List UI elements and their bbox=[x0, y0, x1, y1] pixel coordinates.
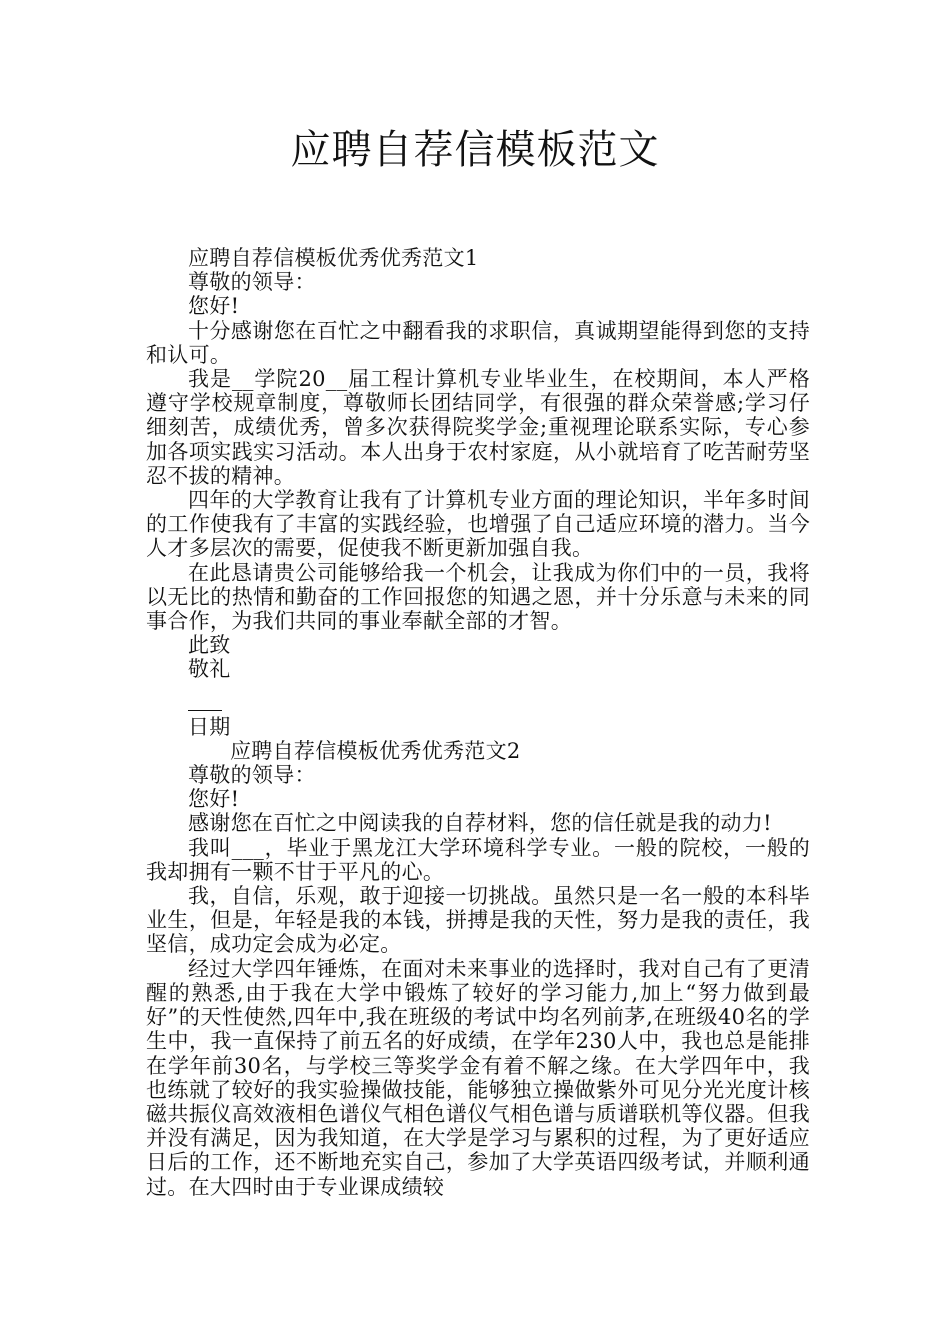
letter2-paragraph-2: 我叫___，毕业于黑龙江大学环境科学专业。一般的院校，一般的我却拥有一颗不甘于平凡的心。 bbox=[146, 835, 810, 884]
letter2-paragraph-3: 我，自信，乐观，敢于迎接一切挑战。虽然只是一名一般的本科毕业生，但是，年轻是我的本钱，拼搏是我的天性，努力是我的责任，我坚信，成功定会成为必定。 bbox=[146, 884, 810, 957]
document-title: 应聘自荐信模板范文 bbox=[290, 127, 660, 173]
letter1-paragraph-2: 我是__学院20__届工程计算机专业毕业生，在校期间，本人严格遵守学校规章制度，尊敬师长团结同学，有很强的群众荣誉感;学习仔细刻苦，成绩优秀，曾多次获得院奖学金;重视理论联系实际，专心参加各项实践实习活动。本人出身于农村家庭，从小就培育了吃苦耐劳坚忍不拔的精神。 bbox=[146, 367, 810, 488]
letter2-greeting: 您好! bbox=[188, 787, 240, 812]
letter2-heading: 应聘自荐信模板优秀优秀范文2 bbox=[230, 738, 521, 763]
letter1-salutation: 尊敬的领导： bbox=[188, 270, 316, 295]
letter2-paragraph-4: 经过大学四年锤炼，在面对未来事业的选择时，我对自己有了更清醒的熟悉,由于我在大学中锻炼了较好的学习能力,加上“努力做到最好”的天性使然,四年中,我在班级的考试中均名列前茅,在班级40名的学生中，我一直保持了前五名的好成绩，在学年230人中，我也总是能排在学年前30名，与学校三等奖学金有着不解之缘。在大学四年中，我也练就了较好的我实验操做技能，能够独立操做紫外可见分光光度计核磁共振仪高效液相色谱仪气相色谱仪气相色谱与质谱联机等仪器。但我并没有满足，因为我知道，在大学是学习与累积的过程，为了更好适应日后的工作，还不断地充实自己，参加了大学英语四级考试，并顺利通过。在大四时由于专业课成绩较 bbox=[146, 956, 810, 1199]
letter1-greeting: 您好! bbox=[188, 294, 240, 319]
signature-line bbox=[188, 682, 222, 711]
letter2-paragraph-1: 感谢您在百忙之中阅读我的自荐材料，您的信任就是我的动力! bbox=[188, 811, 772, 836]
letter1-date-label: 日期 bbox=[188, 714, 231, 739]
letter1-paragraph-3: 四年的大学教育让我有了计算机专业方面的理论知识，半年多时间的工作使我有了丰富的实践经验，也增强了自己适应环境的潜力。当今人才多层次的需要，促使我不断更新加强自我。 bbox=[146, 488, 810, 561]
letter1-paragraph-4: 在此恳请贵公司能够给我一个机会，让我成为你们中的一员，我将以无比的热情和勤奋的工作回报您的知遇之恩，并十分乐意与未来的同事合作，为我们共同的事业奉献全部的才智。 bbox=[146, 560, 810, 634]
letter1-closing-1: 此致 bbox=[188, 633, 231, 658]
letter1-paragraph-1: 十分感谢您在百忙之中翻看我的求职信，真诚期望能得到您的支持和认可。 bbox=[146, 318, 810, 367]
letter2-salutation: 尊敬的领导： bbox=[188, 763, 316, 788]
document-body bbox=[146, 246, 810, 1199]
letter1-closing-2: 敬礼 bbox=[188, 657, 231, 682]
letter1-heading: 应聘自荐信模板优秀优秀范文1 bbox=[188, 246, 479, 270]
